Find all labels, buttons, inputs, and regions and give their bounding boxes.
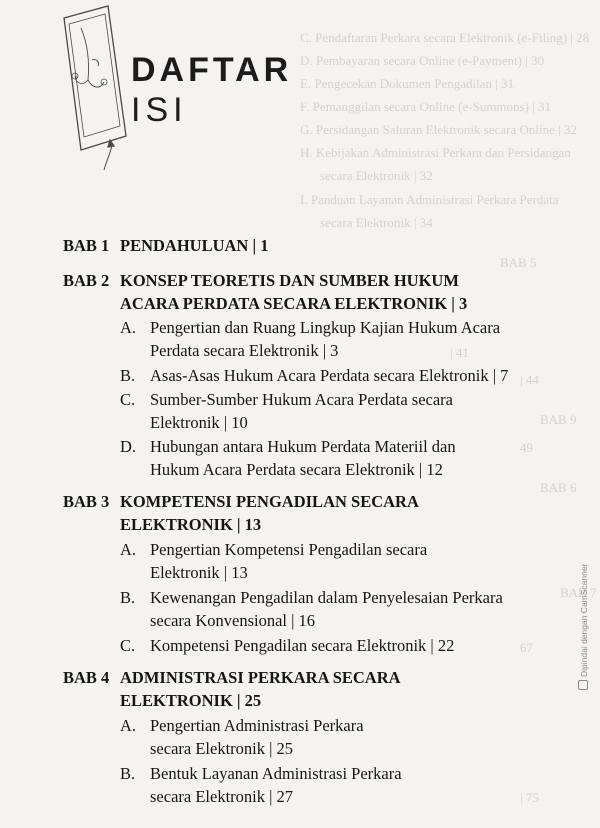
section-letter: A. [120, 716, 137, 735]
chapter-number: BAB 3 [63, 492, 110, 511]
section-title: Asas-Asas Hukum Acara Perdata secara Elektronik | 7 [150, 366, 509, 385]
section-title: Sumber-Sumber Hukum Acara Perdata secara [150, 390, 453, 409]
page-title [131, 50, 292, 130]
chapter-number: BAB 1 [63, 236, 110, 255]
chapter-number: BAB 4 [63, 668, 110, 687]
section-letter: A. [120, 540, 137, 559]
title-line-1: DAFTAR [131, 51, 293, 89]
section-title-cont: Perdata secara Elektronik | 3 [150, 341, 339, 360]
chapter-title: PENDAHULUAN | 1 [120, 236, 269, 255]
chapter-title: ADMINISTRASI PERKARA SECARA [120, 668, 401, 687]
chapter-number: BAB 2 [63, 271, 110, 290]
chapter-title: KOMPETENSI PENGADILAN SECARA [120, 492, 419, 511]
section-letter: B. [120, 764, 136, 783]
section-title-cont: Hukum Acara Perdata secara Elektronik | 12 [150, 460, 443, 479]
smartphone-illustration [48, 0, 128, 170]
section-letter: B. [120, 588, 136, 607]
chapter-title-cont: ACARA PERDATA SECARA ELEKTRONIK | 3 [120, 294, 468, 313]
section-title-cont: secara Elektronik | 27 [150, 787, 294, 806]
camscanner-icon [578, 680, 588, 690]
scanner-watermark [578, 564, 589, 690]
watermark-text: Dipindai dengan CamScanner [579, 563, 589, 677]
section-title: Pengertian Kompetensi Pengadilan secara [150, 540, 428, 559]
section-letter: A. [120, 318, 137, 337]
section-title: Bentuk Layanan Administrasi Perkara [150, 764, 402, 783]
section-title: Kompetensi Pengadilan secara Elektronik | 22 [150, 636, 455, 655]
show-through-background: C. Pendaftaran Perkara secara Elektronik (e-Filing) | 28 D. Pembayaran secara Online (e-Payment) | 30 E. Pengecekan Dokumen Pengadilan | 31 F. Pemanggilan secara Online (e-Summons) | 31 G. Persidangan Saluran Elektronik secara Online | 32 H. Kebijakan Administrasi Perkara dan Persidangan secara Elektronik | 32 I. Panduan Layanan Administrasi Perkara Perdata secara Elektronik | 34 BAB 5 | 41 | 44 BAB 9 49 BAB 6 BAB 7 67 | 75 [300, 30, 597, 805]
section-title: Kewenangan Pengadilan dalam Penyelesaian Perkara [150, 588, 503, 607]
section-title: Pengertian dan Ruang Lingkup Kajian Hukum Acara [150, 318, 501, 337]
section-title-cont: secara Konvensional | 16 [150, 611, 316, 630]
section-letter: D. [120, 437, 137, 456]
section-title-cont: Elektronik | 10 [150, 413, 248, 432]
chapter-title-cont: ELEKTRONIK | 25 [120, 691, 262, 710]
section-letter: C. [120, 636, 136, 655]
section-title: Hubungan antara Hukum Perdata Materiil dan [150, 437, 456, 456]
section-title: Pengertian Administrasi Perkara [150, 716, 364, 735]
chapter-title-cont: ELEKTRONIK | 13 [120, 515, 262, 534]
section-title-cont: secara Elektronik | 25 [150, 739, 294, 758]
section-letter: B. [120, 366, 136, 385]
chapter-title: KONSEP TEORETIS DAN SUMBER HUKUM [120, 271, 459, 290]
section-letter: C. [120, 390, 136, 409]
title-line-2: ISI [131, 91, 188, 129]
section-title-cont: Elektronik | 13 [150, 563, 248, 582]
